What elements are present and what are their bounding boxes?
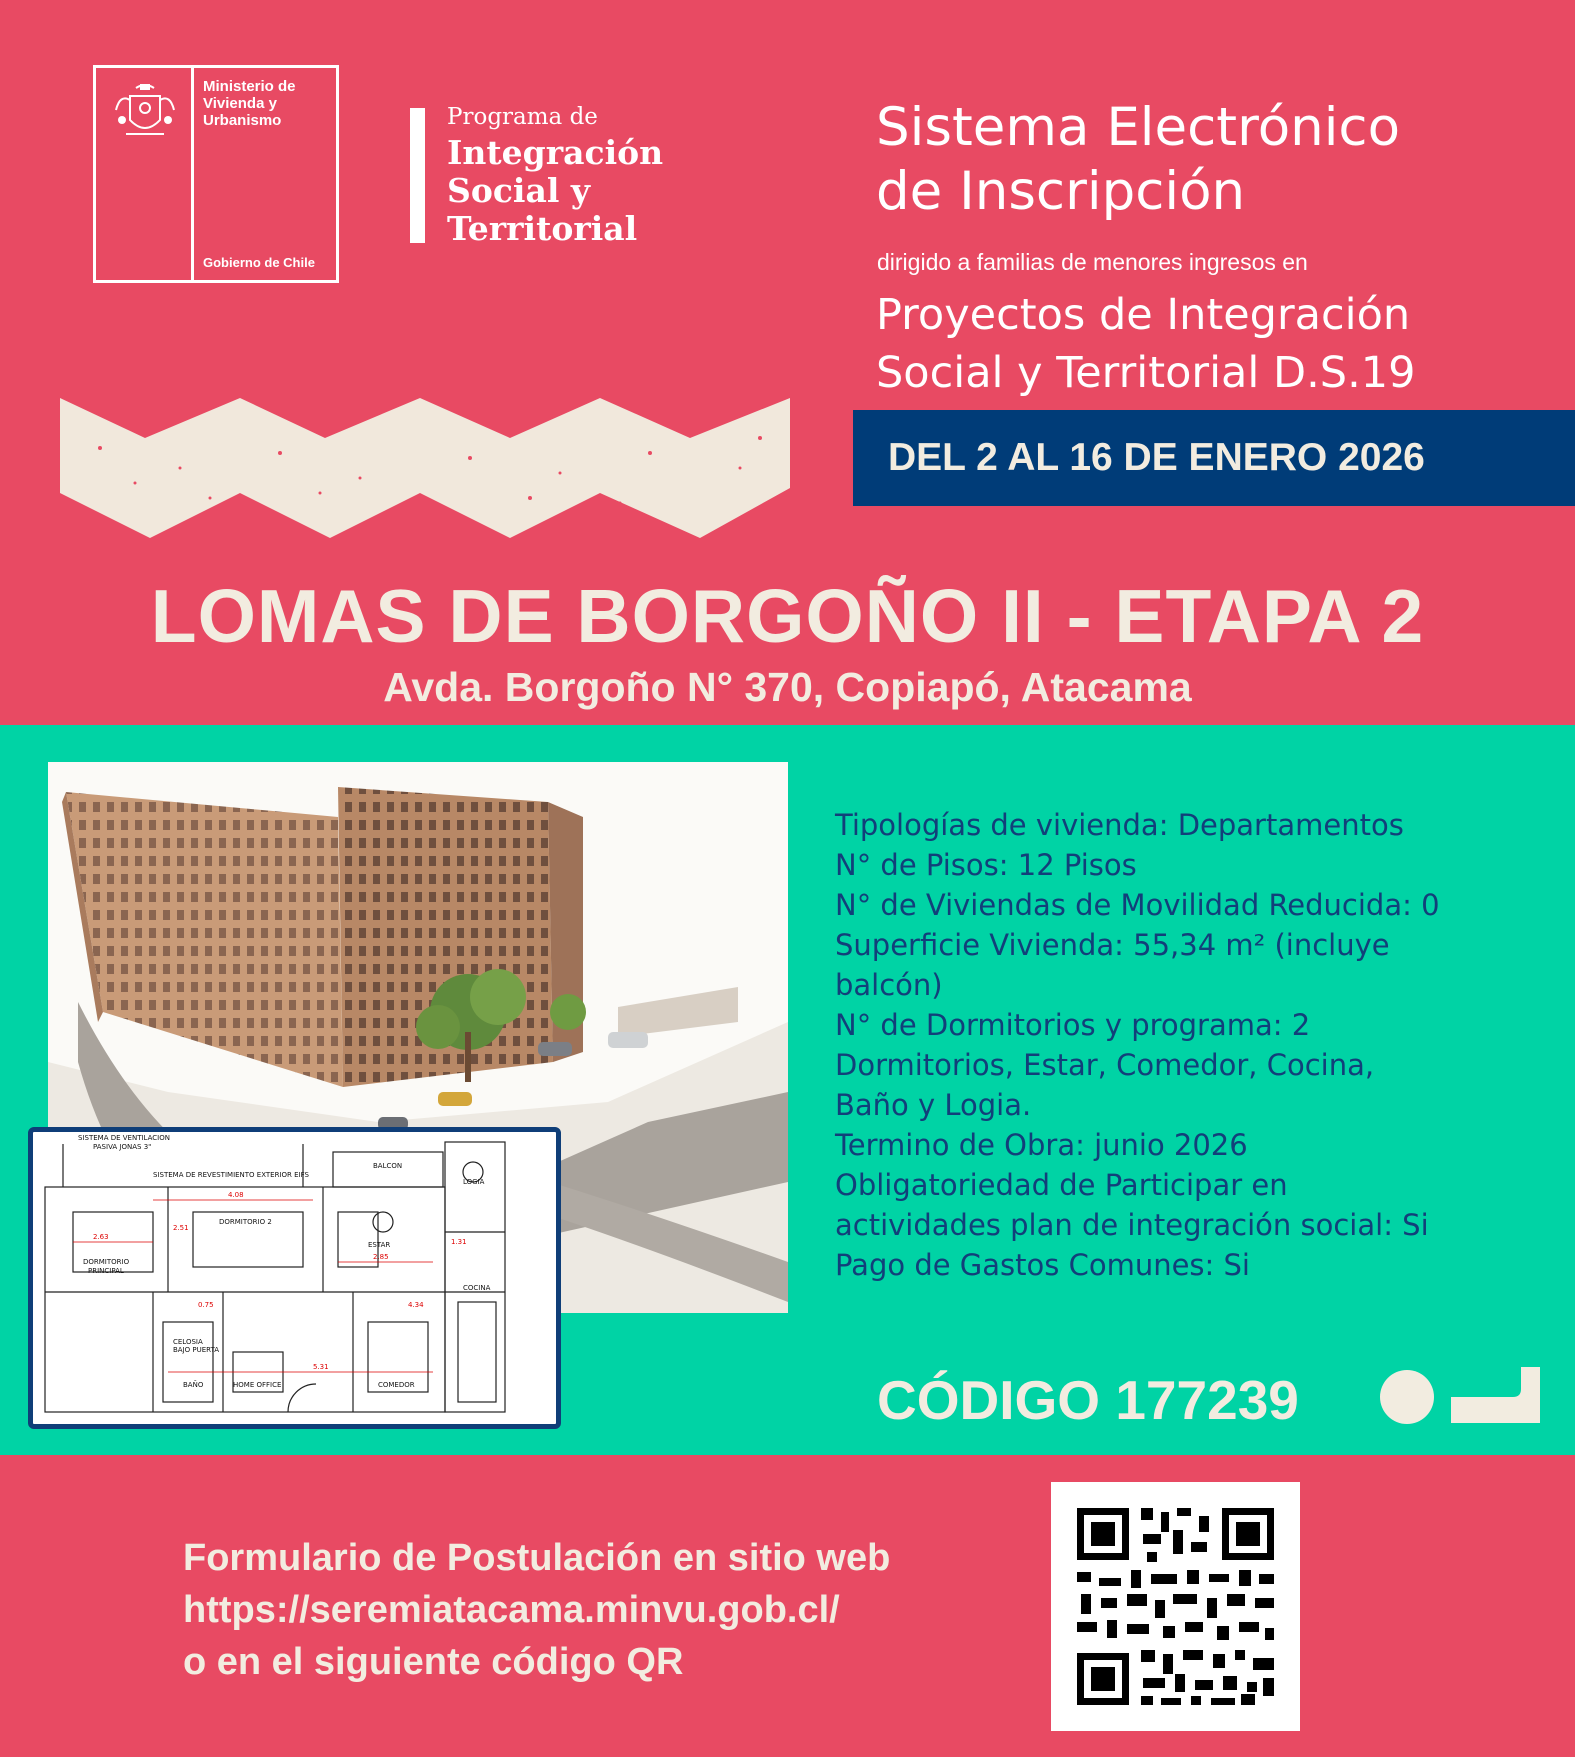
plan-label: COMEDOR: [378, 1381, 415, 1389]
coat-of-arms-icon: [106, 80, 184, 150]
spec-line: Dormitorios, Estar, Comedor, Cocina,: [835, 1048, 1375, 1082]
spec-line: Termino de Obra: junio 2026: [835, 1128, 1248, 1162]
plan-dimension: 4.08: [228, 1191, 244, 1199]
plan-label: LOGIA: [463, 1178, 485, 1186]
plan-dimension: 2.51: [173, 1224, 189, 1232]
spec-line: balcón): [835, 968, 943, 1002]
program-name-line: Integración: [447, 133, 664, 172]
system-title-line: Sistema Electrónico: [876, 97, 1400, 158]
plan-label: BAJO PUERTA: [173, 1346, 220, 1354]
ministry-logo: [93, 65, 339, 283]
project-code: CÓDIGO 177239: [877, 1369, 1299, 1431]
spec-line: Pago de Gastos Comunes: Si: [835, 1248, 1250, 1282]
plan-dimension: 4.34: [408, 1301, 424, 1309]
plan-dimension: 0.75: [198, 1301, 214, 1309]
corner-shape-icon: [1451, 1367, 1540, 1423]
plan-label: BAÑO: [183, 1381, 204, 1389]
spec-line: N° de Dormitorios y programa: 2: [835, 1008, 1311, 1042]
plan-label: ESTAR: [368, 1241, 391, 1249]
spec-line: Tipologías de vivienda: Departamentos: [835, 808, 1404, 842]
spec-line: Superficie Vivienda: 55,34 m² (incluye: [835, 928, 1390, 962]
plan-label: PRINCIPAL: [88, 1267, 124, 1275]
logo-divider: [191, 68, 194, 280]
program-name: [447, 134, 747, 248]
spec-line: N° de Pisos: 12 Pisos: [835, 848, 1137, 882]
floor-plan: [28, 1127, 561, 1429]
program-divider: [410, 108, 425, 243]
plan-dimension: 1.31: [451, 1238, 467, 1246]
plan-label: CELOSIA: [173, 1338, 203, 1346]
qr-code[interactable]: [1051, 1482, 1300, 1731]
system-subtitle: dirigido a familias de menores ingresos en: [877, 249, 1308, 275]
zigzag-decoration: [60, 398, 790, 543]
system-title: [876, 96, 1556, 224]
spec-line: N° de Viviendas de Movilidad Reducida: 0: [835, 888, 1440, 922]
project-title: LOMAS DE BORGOÑO II - ETAPA 2: [150, 574, 1425, 658]
project-specs: [835, 805, 1555, 1285]
spec-line: Baño y Logia.: [835, 1088, 1032, 1122]
plan-label: SISTEMA DE REVESTIMIENTO EXTERIOR EIFS: [153, 1171, 309, 1179]
projects-title-line: Social y Territorial D.S.19: [876, 348, 1416, 398]
spec-line: actividades plan de integración social: Si: [835, 1208, 1429, 1242]
plan-label: BALCON: [373, 1162, 403, 1170]
application-url[interactable]: https://seremiatacama.minvu.gob.cl/: [183, 1589, 840, 1631]
projects-title-line: Proyectos de Integración: [876, 290, 1411, 340]
dates-banner: [853, 410, 1575, 506]
dates-text: DEL 2 AL 16 DE ENERO 2026: [888, 436, 1425, 479]
ministry-name-line: Ministerio de: [203, 78, 296, 95]
plan-label: SISTEMA DE VENTILACION: [78, 1134, 170, 1142]
spec-line: Obligatoriedad de Participar en: [835, 1168, 1288, 1202]
floor-plan-drawing: [33, 1132, 556, 1424]
ministry-name: [203, 78, 296, 129]
program-prefix: Programa de: [447, 104, 598, 130]
plan-dimension: 2.63: [93, 1233, 109, 1241]
program-name-line: Territorial: [447, 209, 638, 248]
plan-label: DORMITORIO: [83, 1258, 130, 1266]
program-name-line: Social y: [447, 171, 591, 210]
application-info: [183, 1532, 890, 1688]
plan-label: HOME OFFICE: [233, 1381, 282, 1389]
ministry-name-line: Urbanismo: [203, 112, 282, 129]
circle-decoration-icon: [1380, 1370, 1434, 1424]
qr-code-icon: [1051, 1482, 1300, 1731]
plan-label: PASIVA JONAS 3": [93, 1143, 152, 1151]
application-line: Formulario de Postulación en sitio web: [183, 1537, 891, 1579]
system-title-line: de Inscripción: [876, 161, 1246, 222]
application-line: o en el siguiente código QR: [183, 1641, 684, 1683]
ministry-name-line: Vivienda y: [203, 95, 277, 112]
plan-label: DORMITORIO 2: [219, 1218, 272, 1226]
projects-title: [876, 286, 1566, 402]
plan-dimension: 5.31: [313, 1363, 329, 1371]
government-label: Gobierno de Chile: [203, 255, 315, 270]
project-address: Avda. Borgoño N° 370, Copiapó, Atacama: [383, 664, 1192, 710]
plan-label: COCINA: [463, 1284, 491, 1292]
plan-dimension: 2.85: [373, 1253, 389, 1261]
